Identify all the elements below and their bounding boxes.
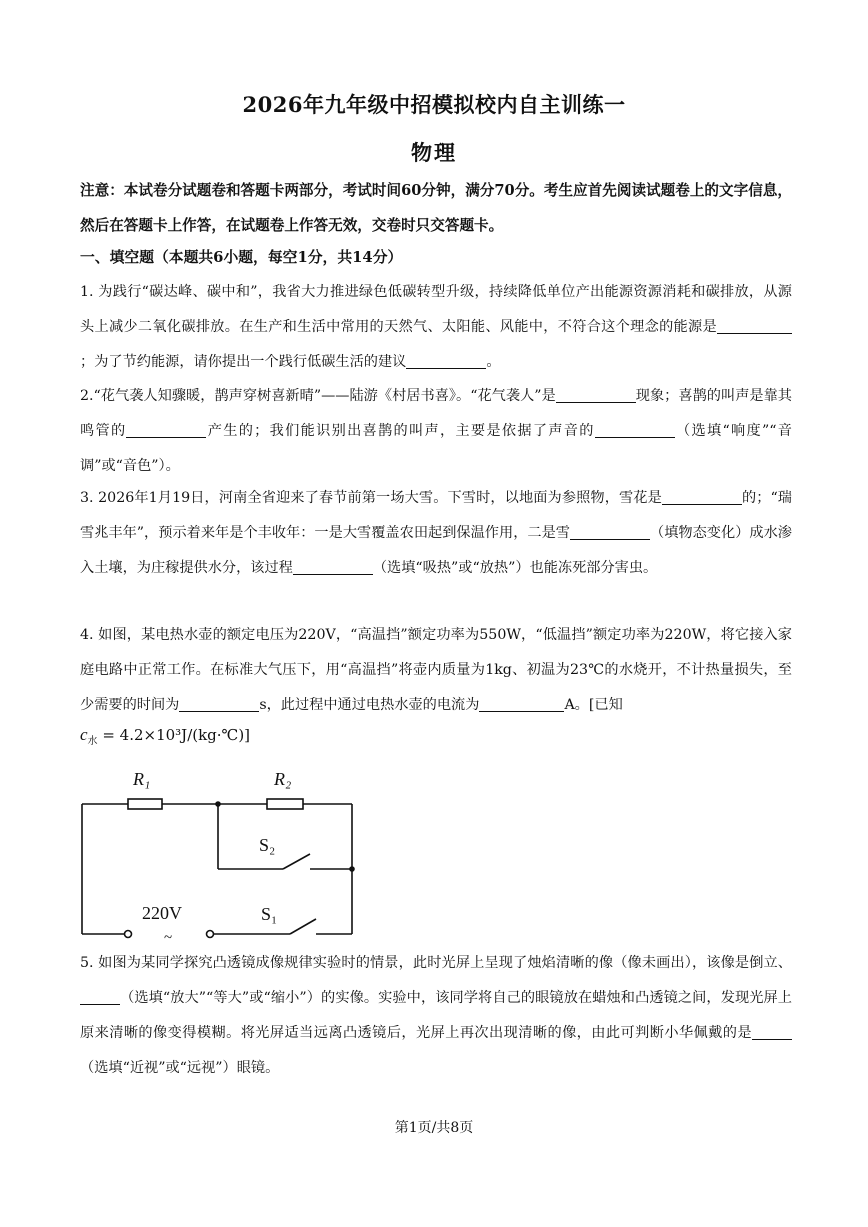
formula-rest: = 4.2×10³J/(kg·℃)] bbox=[97, 726, 251, 744]
terminal-left bbox=[125, 931, 132, 938]
q4-text: A。[已知 bbox=[564, 697, 623, 713]
label-r2: R₂ bbox=[274, 769, 292, 789]
q4-text: s，此过程中通过电热水壶的电流为 bbox=[259, 697, 480, 713]
question-1 bbox=[80, 275, 792, 380]
resistor-r1 bbox=[128, 799, 162, 809]
q2-text: 产生的；我们能识别出喜鹊的叫声，主要是依据了声音的 bbox=[206, 423, 595, 439]
label-ac: ~ bbox=[164, 930, 173, 945]
junction-dot bbox=[349, 866, 355, 872]
answer-blank[interactable] bbox=[293, 556, 373, 575]
q5-text: 5. 如图为某同学探究凸透镜成像规律实验时的情景，此时光屏上呈现了烛焰清晰的像（像未画出），该像是倒立、 bbox=[80, 955, 792, 971]
q2-text: 2.“花气袭人知骤暖，鹊声穿树喜新晴”——陆游《村居书喜》。“花气袭人”是 bbox=[80, 388, 556, 404]
answer-blank[interactable] bbox=[126, 419, 206, 438]
page-footer: 第1页/共8页 bbox=[394, 1120, 474, 1136]
q5-text: （选填“近视”或“远视”）眼镜。 bbox=[80, 1060, 280, 1076]
q2-text: 现象；喜鹊的叫声是靠其鸣管的 bbox=[80, 388, 792, 439]
question-4 bbox=[80, 618, 792, 723]
q3-text: （填物态变化）成水渗入土壤，为庄稼提供水分，该过程 bbox=[80, 525, 792, 576]
q3-text: 的；“瑞雪兆丰年”，预示着来年是个丰收年：一是大雪覆盖农田起到保温作用，二是雪 bbox=[80, 490, 792, 541]
q2-text: （选填“响度”“音调”或“音色”）。 bbox=[80, 423, 792, 474]
q3-text: （选填“吸热”或“放热”）也能冻死部分害虫。 bbox=[372, 560, 658, 576]
resistor-r2 bbox=[267, 799, 303, 809]
switch-s2-lever bbox=[283, 854, 310, 869]
answer-blank[interactable] bbox=[717, 315, 792, 334]
answer-blank[interactable] bbox=[752, 1021, 792, 1040]
exam-title: 2026年九年级中招模拟校内自主训练一 bbox=[242, 92, 626, 117]
q3-text: 3. 2026年1月19日，河南全省迎来了春节前第一场大雪。下雪时，以地面为参照物，雪花是 bbox=[80, 490, 662, 506]
answer-blank[interactable] bbox=[662, 486, 742, 505]
q5-text: （选填“放大”“等大”或“缩小”）的实像。实验中，该同学将自己的眼镜放在蜡烛和凸透镜之间，发现光屏上原来清晰的像变得模糊。将光屏适当远离凸透镜后，光屏上再次出现清晰的像，由此可判断小华佩戴的是 bbox=[80, 990, 792, 1041]
label-s2: S₂ bbox=[259, 835, 276, 855]
answer-blank[interactable] bbox=[406, 350, 486, 369]
notice-text: 注意：本试卷分试题卷和答题卡两部分，考试时间60分钟，满分70分。考生应首先阅读试题卷上的文字信息，然后在答题卡上作答，在试题卷上作答无效，交卷时只交答题卡。 bbox=[80, 182, 792, 234]
circuit-diagram bbox=[78, 760, 368, 945]
answer-blank[interactable] bbox=[80, 986, 120, 1005]
label-r1: R₁ bbox=[133, 769, 151, 789]
q1-text: ；为了节约能源，请你提出一个践行低碳生活的建议 bbox=[80, 354, 407, 370]
q1-text: 1. 为践行“碳达峰、碳中和”，我省大力推进绿色低碳转型升级，持续降低单位产出能源资源消耗和碳排放，从源头上减少二氧化碳排放。在生产和生活中常用的天然气、太阳能、风能中，不符合这个理念的能源是 bbox=[80, 284, 792, 335]
formula-sub: 水 bbox=[87, 736, 98, 747]
label-voltage: 220V bbox=[142, 903, 182, 923]
q1-text: 。 bbox=[486, 354, 501, 370]
question-2 bbox=[80, 379, 792, 484]
answer-blank[interactable] bbox=[479, 693, 564, 712]
switch-s1-lever bbox=[290, 919, 316, 934]
question-3 bbox=[80, 481, 792, 586]
question-5 bbox=[80, 946, 792, 1086]
answer-blank[interactable] bbox=[570, 521, 650, 540]
junction-dot bbox=[215, 801, 221, 807]
formula-c: c bbox=[80, 725, 88, 744]
answer-blank[interactable] bbox=[179, 693, 259, 712]
answer-blank[interactable] bbox=[595, 419, 675, 438]
section-heading: 一、填空题（本题共6小题，每空1分，共14分） bbox=[80, 249, 403, 266]
label-s1: S₁ bbox=[261, 904, 278, 924]
answer-blank[interactable] bbox=[556, 384, 636, 403]
specific-heat-formula bbox=[80, 725, 250, 747]
subject-title: 物理 bbox=[411, 140, 457, 165]
q4-text: 4. 如图，某电热水壶的额定电压为220V，“高温挡”额定功率为550W，“低温挡”额定功率为220W，将它接入家庭电路中正常工作。在标准大气压下，用“高温挡”将壶内质量为1kg、初温为23℃的水烧开，不计热量损失，至少需要的时间为 bbox=[80, 627, 792, 713]
terminal-right bbox=[207, 931, 214, 938]
